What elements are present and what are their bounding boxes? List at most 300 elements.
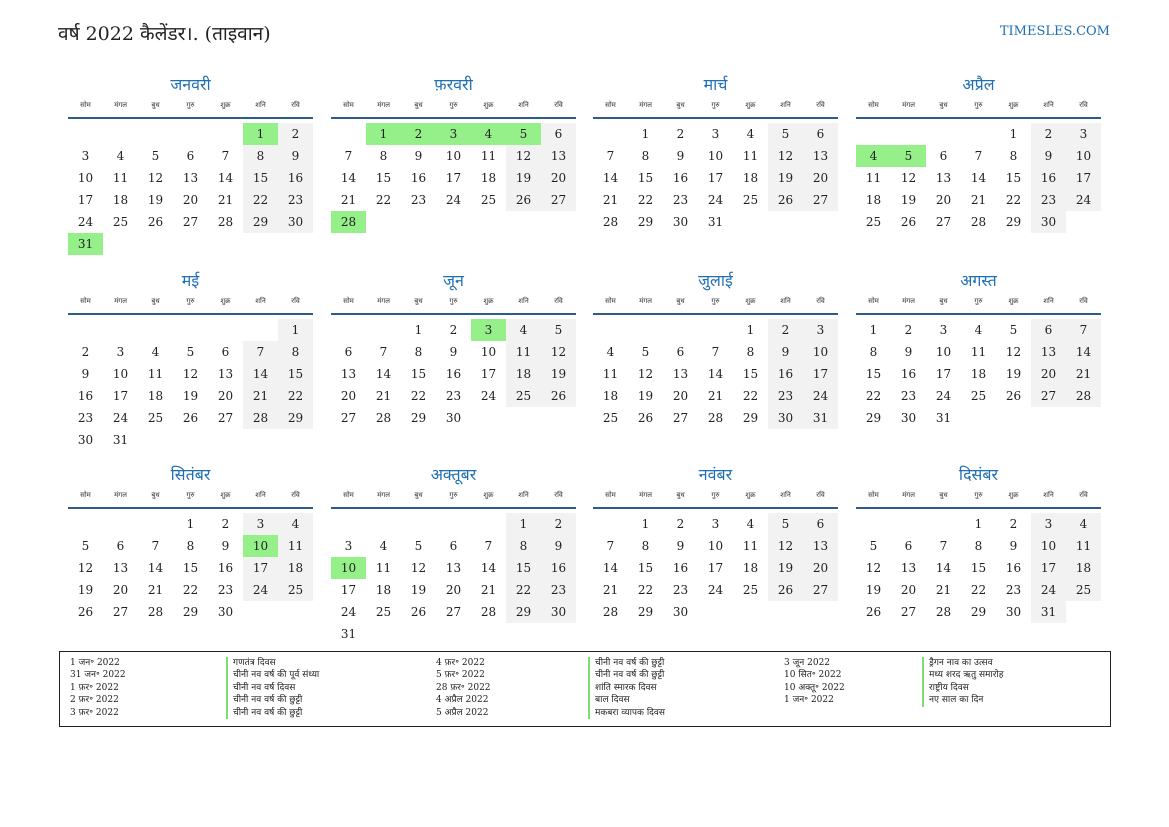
day-cell: 8 bbox=[641, 539, 650, 553]
day-cell: 9 bbox=[221, 539, 230, 553]
day-cell: 23 bbox=[77, 411, 94, 425]
day-cell: 1 bbox=[506, 513, 541, 535]
day-cell: 30 bbox=[217, 605, 234, 619]
weekday-label: गुरु bbox=[711, 297, 720, 305]
day-cell: 17 bbox=[243, 557, 278, 579]
day-cell: 23 bbox=[768, 385, 803, 407]
day-cell: 6 bbox=[344, 345, 353, 359]
weekday-label: सोम bbox=[343, 101, 354, 109]
day-cell: 21 bbox=[375, 389, 392, 403]
day-cell: 18 bbox=[865, 193, 882, 207]
day-cell: 6 bbox=[116, 539, 125, 553]
day-cell: 18 bbox=[506, 363, 541, 385]
day-cell: 2 bbox=[676, 127, 685, 141]
day-cell: 28 bbox=[331, 211, 366, 233]
legend-date: 5 फ़र॰ 2022 bbox=[436, 670, 485, 681]
day-cell: 17 bbox=[480, 367, 497, 381]
day-cell: 17 bbox=[112, 389, 129, 403]
day-cell: 2 bbox=[449, 323, 458, 337]
header-rule bbox=[331, 507, 576, 509]
day-cell: 11 bbox=[375, 561, 392, 575]
day-cell: 4 bbox=[471, 123, 506, 145]
day-cell: 1 bbox=[278, 319, 313, 341]
day-cell: 9 bbox=[449, 345, 458, 359]
weekday-header bbox=[331, 297, 576, 309]
day-cell: 3 bbox=[711, 517, 720, 531]
day-cell: 3 bbox=[116, 345, 125, 359]
day-cell: 6 bbox=[676, 345, 685, 359]
day-cell: 17 bbox=[707, 561, 724, 575]
day-cell: 7 bbox=[379, 345, 388, 359]
day-cell: 20 bbox=[672, 389, 689, 403]
weekday-label: सोम bbox=[80, 101, 91, 109]
day-cell: 26 bbox=[182, 411, 199, 425]
day-cell: 19 bbox=[900, 193, 917, 207]
day-cell: 11 bbox=[865, 171, 882, 185]
day-cell: 3 bbox=[803, 319, 838, 341]
day-cell: 1 bbox=[414, 323, 423, 337]
weekday-label: सोम bbox=[343, 297, 354, 305]
day-cell: 21 bbox=[217, 193, 234, 207]
day-cell: 3 bbox=[711, 127, 720, 141]
day-cell: 1 bbox=[1009, 127, 1018, 141]
weekday-label: सोम bbox=[343, 491, 354, 499]
day-cell: 6 bbox=[803, 513, 838, 535]
day-cell: 29 bbox=[243, 211, 278, 233]
day-cell: 20 bbox=[340, 389, 357, 403]
day-cell: 30 bbox=[278, 211, 313, 233]
weekday-header bbox=[331, 101, 576, 113]
day-cell: 27 bbox=[900, 605, 917, 619]
day-cell: 22 bbox=[278, 385, 313, 407]
legend-date: 5 अप्रैल 2022 bbox=[436, 707, 489, 718]
weekday-label: सोम bbox=[605, 101, 616, 109]
day-cell: 15 bbox=[278, 363, 313, 385]
weekday-label: गुरु bbox=[974, 101, 983, 109]
day-cell: 13 bbox=[541, 145, 576, 167]
header-rule bbox=[331, 313, 576, 315]
header-rule bbox=[593, 313, 838, 315]
day-cell: 7 bbox=[974, 149, 983, 163]
month-name: दिसंबर bbox=[958, 465, 999, 484]
day-cell: 22 bbox=[182, 583, 199, 597]
day-cell: 3 bbox=[1031, 513, 1066, 535]
weekday-label: शनि bbox=[255, 297, 266, 305]
day-cell: 11 bbox=[1066, 535, 1101, 557]
day-cell: 16 bbox=[768, 363, 803, 385]
day-cell: 20 bbox=[1031, 363, 1066, 385]
weekday-label: गुरु bbox=[711, 101, 720, 109]
day-cell: 10 bbox=[803, 341, 838, 363]
legend-names-col-2 bbox=[588, 657, 665, 719]
day-cell: 6 bbox=[1031, 319, 1066, 341]
legend-holiday-name: चीनी नव वर्ष की छुट्टी bbox=[226, 694, 319, 706]
day-cell: 14 bbox=[217, 171, 234, 185]
weekday-label: मंगल bbox=[639, 297, 652, 305]
legend-dates-col-1 bbox=[70, 657, 126, 719]
day-cell: 6 bbox=[449, 539, 458, 553]
day-cell: 25 bbox=[742, 583, 759, 597]
day-cell: 23 bbox=[445, 389, 462, 403]
header-rule bbox=[331, 117, 576, 119]
weekday-label: रवि bbox=[1079, 491, 1088, 499]
day-cell: 5 bbox=[768, 513, 803, 535]
day-cell: 5 bbox=[641, 345, 650, 359]
weekday-label: बुध bbox=[676, 491, 685, 499]
day-cell: 8 bbox=[186, 539, 195, 553]
weekday-label: गुरु bbox=[186, 297, 195, 305]
day-cell: 7 bbox=[711, 345, 720, 359]
day-cell: 17 bbox=[935, 367, 952, 381]
header-rule bbox=[856, 117, 1101, 119]
day-cell: 28 bbox=[1066, 385, 1101, 407]
day-cell: 11 bbox=[602, 367, 619, 381]
day-cell: 7 bbox=[151, 539, 160, 553]
legend-holiday-name: चीनी नव वर्ष की छुट्टी bbox=[588, 669, 665, 681]
weekday-label: रवि bbox=[816, 101, 825, 109]
day-cell: 9 bbox=[414, 149, 423, 163]
day-cell: 29 bbox=[637, 215, 654, 229]
day-cell: 9 bbox=[676, 539, 685, 553]
day-cell: 24 bbox=[707, 193, 724, 207]
day-cell: 29 bbox=[1005, 215, 1022, 229]
day-cell: 12 bbox=[147, 171, 164, 185]
day-cell: 29 bbox=[506, 601, 541, 623]
day-cell: 12 bbox=[768, 535, 803, 557]
weekday-label: बुध bbox=[939, 101, 948, 109]
weekday-label: शुक्र bbox=[745, 101, 756, 109]
day-cell: 19 bbox=[77, 583, 94, 597]
weekday-label: मंगल bbox=[114, 101, 127, 109]
day-cell: 26 bbox=[541, 385, 576, 407]
weekday-label: मंगल bbox=[902, 491, 915, 499]
day-cell: 15 bbox=[410, 367, 427, 381]
day-cell: 16 bbox=[541, 557, 576, 579]
day-cell: 8 bbox=[278, 341, 313, 363]
day-cell: 2 bbox=[768, 319, 803, 341]
day-cell: 7 bbox=[243, 341, 278, 363]
day-cell: 22 bbox=[637, 193, 654, 207]
day-cell: 24 bbox=[112, 411, 129, 425]
legend-holiday-name: मध्य शरद ऋतु समारोह bbox=[922, 669, 1004, 681]
day-cell: 13 bbox=[803, 535, 838, 557]
day-cell: 7 bbox=[344, 149, 353, 163]
day-cell: 24 bbox=[480, 389, 497, 403]
day-cell: 2 bbox=[1031, 123, 1066, 145]
weekday-label: शुक्र bbox=[220, 491, 231, 499]
day-cell: 30 bbox=[672, 215, 689, 229]
weekday-label: मंगल bbox=[377, 297, 390, 305]
day-cell: 16 bbox=[1031, 167, 1066, 189]
legend-holiday-name: ड्रैगन नाव का उत्सव bbox=[922, 657, 1004, 669]
day-cell: 18 bbox=[480, 171, 497, 185]
day-cell: 12 bbox=[182, 367, 199, 381]
day-cell: 13 bbox=[112, 561, 129, 575]
weekday-label: गुरु bbox=[186, 101, 195, 109]
day-cell: 7 bbox=[606, 149, 615, 163]
legend-date: 28 फ़र॰ 2022 bbox=[436, 682, 491, 693]
day-cell: 19 bbox=[1005, 367, 1022, 381]
day-cell: 31 bbox=[68, 233, 103, 255]
day-cell: 8 bbox=[974, 539, 983, 553]
weekday-label: शुक्र bbox=[220, 297, 231, 305]
weekday-label: बुध bbox=[414, 491, 423, 499]
day-cell: 9 bbox=[676, 149, 685, 163]
day-cell: 16 bbox=[672, 561, 689, 575]
day-cell: 31 bbox=[1031, 601, 1066, 623]
weekday-label: गुरु bbox=[974, 297, 983, 305]
legend-date: 10 अक्तू॰ 2022 bbox=[784, 682, 845, 693]
weekday-label: सोम bbox=[80, 491, 91, 499]
day-cell: 21 bbox=[935, 583, 952, 597]
weekday-label: बुध bbox=[151, 491, 160, 499]
day-cell: 12 bbox=[1005, 345, 1022, 359]
day-cell: 20 bbox=[541, 167, 576, 189]
day-cell: 28 bbox=[935, 605, 952, 619]
month-name: अप्रैल bbox=[962, 75, 995, 94]
day-cell: 1 bbox=[186, 517, 195, 531]
day-cell: 28 bbox=[602, 215, 619, 229]
day-cell: 14 bbox=[707, 367, 724, 381]
weekday-label: शुक्र bbox=[220, 101, 231, 109]
weekday-label: शनि bbox=[255, 101, 266, 109]
day-cell: 29 bbox=[865, 411, 882, 425]
day-cell: 24 bbox=[243, 579, 278, 601]
weekday-label: रवि bbox=[554, 491, 563, 499]
month-name: मई bbox=[181, 271, 200, 290]
weekday-label: मंगल bbox=[639, 491, 652, 499]
day-cell: 25 bbox=[602, 411, 619, 425]
day-cell: 19 bbox=[768, 167, 803, 189]
day-cell: 12 bbox=[77, 561, 94, 575]
day-cell: 20 bbox=[217, 389, 234, 403]
day-cell: 30 bbox=[77, 433, 94, 447]
day-cell: 18 bbox=[375, 583, 392, 597]
day-cell: 12 bbox=[541, 341, 576, 363]
day-cell: 28 bbox=[147, 605, 164, 619]
day-cell: 27 bbox=[1031, 385, 1066, 407]
day-cell: 27 bbox=[803, 189, 838, 211]
day-cell: 17 bbox=[77, 193, 94, 207]
day-cell: 4 bbox=[278, 513, 313, 535]
day-cell: 4 bbox=[746, 127, 755, 141]
day-cell: 17 bbox=[803, 363, 838, 385]
legend-date: 2 फ़र॰ 2022 bbox=[70, 695, 119, 706]
header-rule bbox=[593, 507, 838, 509]
day-cell: 10 bbox=[935, 345, 952, 359]
weekday-header bbox=[856, 297, 1101, 309]
day-cell: 1 bbox=[974, 517, 983, 531]
weekday-label: रवि bbox=[1079, 297, 1088, 305]
day-cell: 5 bbox=[1009, 323, 1018, 337]
day-cell: 15 bbox=[742, 367, 759, 381]
weekday-label: शुक्र bbox=[1008, 101, 1019, 109]
day-cell: 20 bbox=[112, 583, 129, 597]
day-cell: 21 bbox=[243, 385, 278, 407]
day-cell: 30 bbox=[445, 411, 462, 425]
day-cell: 1 bbox=[869, 323, 878, 337]
legend-dates-col-2 bbox=[436, 657, 491, 719]
day-cell: 11 bbox=[742, 539, 759, 553]
day-cell: 26 bbox=[147, 215, 164, 229]
weekday-label: शुक्र bbox=[483, 297, 494, 305]
day-cell: 30 bbox=[1031, 211, 1066, 233]
weekday-label: मंगल bbox=[902, 101, 915, 109]
day-cell: 6 bbox=[803, 123, 838, 145]
day-cell: 17 bbox=[1066, 167, 1101, 189]
day-cell: 31 bbox=[340, 627, 357, 641]
day-cell: 10 bbox=[707, 539, 724, 553]
day-cell: 13 bbox=[803, 145, 838, 167]
weekday-label: बुध bbox=[939, 297, 948, 305]
day-cell: 14 bbox=[602, 561, 619, 575]
day-cell: 13 bbox=[217, 367, 234, 381]
day-cell: 16 bbox=[445, 367, 462, 381]
weekday-header bbox=[331, 491, 576, 503]
day-cell: 12 bbox=[865, 561, 882, 575]
weekday-label: रवि bbox=[291, 297, 300, 305]
weekday-label: शुक्र bbox=[1008, 491, 1019, 499]
legend-date: 1 जन॰ 2022 bbox=[784, 695, 834, 706]
day-cell: 1 bbox=[641, 127, 650, 141]
month-name: अक्तूबर bbox=[430, 465, 477, 484]
day-cell: 9 bbox=[768, 341, 803, 363]
weekday-label: गुरु bbox=[449, 297, 458, 305]
day-cell: 9 bbox=[541, 535, 576, 557]
day-cell: 27 bbox=[935, 215, 952, 229]
day-cell: 11 bbox=[112, 171, 129, 185]
day-cell: 26 bbox=[506, 189, 541, 211]
day-cell: 3 bbox=[243, 513, 278, 535]
day-cell: 22 bbox=[865, 389, 882, 403]
day-cell: 13 bbox=[340, 367, 357, 381]
weekday-label: रवि bbox=[291, 101, 300, 109]
header-rule bbox=[593, 117, 838, 119]
legend-holiday-name: शांति स्मारक दिवस bbox=[588, 682, 665, 694]
day-cell: 23 bbox=[410, 193, 427, 207]
day-cell: 23 bbox=[1005, 583, 1022, 597]
day-cell: 8 bbox=[506, 535, 541, 557]
day-cell: 4 bbox=[151, 345, 160, 359]
legend-holiday-name: गणतंत्र दिवस bbox=[226, 657, 319, 669]
day-cell: 15 bbox=[970, 561, 987, 575]
header-rule bbox=[856, 507, 1101, 509]
day-cell: 5 bbox=[768, 123, 803, 145]
header-rule bbox=[68, 117, 313, 119]
day-cell: 10 bbox=[1031, 535, 1066, 557]
day-cell: 19 bbox=[182, 389, 199, 403]
day-cell: 26 bbox=[768, 189, 803, 211]
day-cell: 25 bbox=[506, 385, 541, 407]
legend-names-col-1 bbox=[226, 657, 319, 719]
day-cell: 25 bbox=[112, 215, 129, 229]
header-rule bbox=[68, 313, 313, 315]
day-cell: 15 bbox=[1005, 171, 1022, 185]
day-cell: 7 bbox=[221, 149, 230, 163]
day-cell: 22 bbox=[1005, 193, 1022, 207]
day-cell: 10 bbox=[707, 149, 724, 163]
month-name: जनवरी bbox=[170, 75, 211, 94]
weekday-label: मंगल bbox=[639, 101, 652, 109]
day-cell: 13 bbox=[900, 561, 917, 575]
day-cell: 21 bbox=[970, 193, 987, 207]
day-cell: 1 bbox=[641, 517, 650, 531]
weekday-header bbox=[856, 101, 1101, 113]
weekday-label: गुरु bbox=[449, 101, 458, 109]
day-cell: 27 bbox=[340, 411, 357, 425]
day-cell: 24 bbox=[803, 385, 838, 407]
day-cell: 31 bbox=[803, 407, 838, 429]
day-cell: 8 bbox=[869, 345, 878, 359]
day-cell: 3 bbox=[939, 323, 948, 337]
site-link[interactable]: TIMESLES.COM bbox=[999, 24, 1110, 39]
day-cell: 6 bbox=[221, 345, 230, 359]
legend-holiday-name: चीनी नव वर्ष की पूर्व संध्या bbox=[226, 669, 319, 681]
day-cell: 11 bbox=[480, 149, 497, 163]
weekday-label: बुध bbox=[151, 297, 160, 305]
day-cell: 16 bbox=[672, 171, 689, 185]
day-cell: 28 bbox=[243, 407, 278, 429]
day-cell: 29 bbox=[742, 411, 759, 425]
day-cell: 27 bbox=[803, 579, 838, 601]
legend-holiday-name: मकबरा व्यापक दिवस bbox=[588, 707, 665, 719]
day-cell: 14 bbox=[375, 367, 392, 381]
day-cell: 2 bbox=[278, 123, 313, 145]
day-cell: 31 bbox=[935, 411, 952, 425]
day-cell: 20 bbox=[182, 193, 199, 207]
day-cell: 20 bbox=[803, 557, 838, 579]
day-cell: 1 bbox=[366, 123, 401, 145]
weekday-label: शनि bbox=[1043, 297, 1054, 305]
day-cell: 8 bbox=[746, 345, 755, 359]
day-cell: 24 bbox=[1031, 579, 1066, 601]
day-cell: 23 bbox=[217, 583, 234, 597]
day-cell: 25 bbox=[865, 215, 882, 229]
day-cell: 21 bbox=[1066, 363, 1101, 385]
day-cell: 10 bbox=[112, 367, 129, 381]
weekday-label: मंगल bbox=[377, 491, 390, 499]
day-cell: 9 bbox=[1031, 145, 1066, 167]
day-cell: 24 bbox=[935, 389, 952, 403]
day-cell: 25 bbox=[970, 389, 987, 403]
day-cell: 22 bbox=[970, 583, 987, 597]
day-cell: 23 bbox=[541, 579, 576, 601]
day-cell: 15 bbox=[637, 561, 654, 575]
weekday-label: मंगल bbox=[114, 491, 127, 499]
day-cell: 14 bbox=[147, 561, 164, 575]
legend-date: 4 अप्रैल 2022 bbox=[436, 695, 489, 706]
day-cell: 26 bbox=[865, 605, 882, 619]
day-cell: 6 bbox=[186, 149, 195, 163]
day-cell: 27 bbox=[217, 411, 234, 425]
day-cell: 18 bbox=[602, 389, 619, 403]
day-cell: 13 bbox=[182, 171, 199, 185]
day-cell: 25 bbox=[1066, 579, 1101, 601]
day-cell: 19 bbox=[147, 193, 164, 207]
day-cell: 4 bbox=[606, 345, 615, 359]
day-cell: 10 bbox=[480, 345, 497, 359]
day-cell: 12 bbox=[506, 145, 541, 167]
day-cell: 13 bbox=[935, 171, 952, 185]
month-name: मार्च bbox=[703, 75, 728, 94]
day-cell: 22 bbox=[742, 389, 759, 403]
legend-date: 3 जून 2022 bbox=[784, 658, 831, 668]
weekday-label: शनि bbox=[780, 491, 791, 499]
day-cell: 19 bbox=[541, 363, 576, 385]
month-name: नवंबर bbox=[698, 465, 733, 484]
day-cell: 27 bbox=[672, 411, 689, 425]
day-cell: 19 bbox=[768, 557, 803, 579]
